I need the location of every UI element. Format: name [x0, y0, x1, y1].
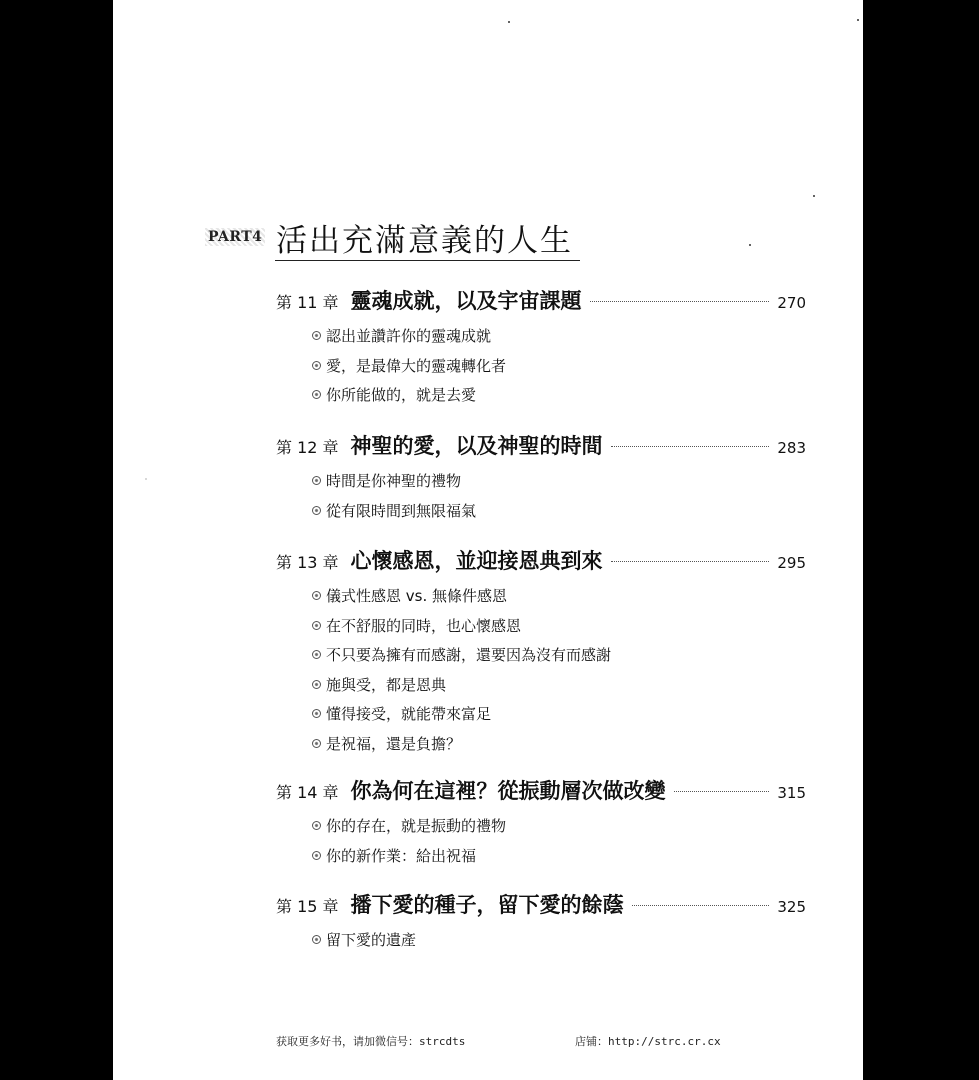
bullet-icon: [312, 935, 321, 944]
scan-speck: [145, 478, 147, 480]
bullet-icon: [312, 361, 321, 370]
chapter-title: 心懷感恩，並迎接恩典到來: [350, 548, 603, 573]
section-item: [312, 699, 806, 729]
section-item: [312, 640, 806, 670]
part-title: 活出充滿意義的人生: [276, 223, 573, 259]
bullet-icon: [312, 476, 321, 485]
chapter-title: 播下愛的種子，留下愛的餘蔭: [350, 892, 624, 917]
chapter-page-number: 325: [777, 898, 806, 916]
part-title-underline: [275, 260, 580, 261]
chapter-number: 第 12 章: [276, 438, 339, 457]
dot-leader: [632, 905, 770, 906]
section-list: [312, 466, 806, 525]
section-item-label: 時間是你神聖的禮物: [326, 472, 462, 491]
bullet-icon: [312, 851, 321, 860]
chapter-number: 第 11 章: [276, 293, 339, 312]
chapter-page-number: 295: [777, 554, 806, 572]
book-page: [113, 0, 863, 1080]
section-list: [312, 581, 806, 758]
chapter-entry: [276, 775, 806, 870]
dot-leader: [674, 791, 770, 792]
scan-speck: [749, 244, 751, 246]
section-item-label: 你所能做的，就是去愛: [326, 386, 477, 405]
chapter-number: 第 15 章: [276, 897, 339, 916]
section-item: [312, 351, 806, 381]
scan-speck: [813, 195, 815, 197]
chapter-heading: [276, 285, 806, 315]
chapter-heading: [276, 545, 806, 575]
chapter-entry: [276, 430, 806, 525]
section-item: [312, 466, 806, 496]
bullet-icon: [312, 650, 321, 659]
chapter-number: 第 14 章: [276, 783, 339, 802]
chapter-number: 第 13 章: [276, 553, 339, 572]
chapter-entry: [276, 285, 806, 410]
section-item-label: 儀式性感恩 vs. 無條件感恩: [326, 587, 507, 606]
chapter-entry: [276, 889, 806, 955]
section-item: [312, 496, 806, 526]
bullet-icon: [312, 821, 321, 830]
chapter-title: 神聖的愛，以及神聖的時間: [350, 433, 603, 458]
section-item: [312, 611, 806, 641]
bullet-icon: [312, 739, 321, 748]
section-item: [312, 811, 806, 841]
dot-leader: [611, 561, 770, 562]
section-item-label: 懂得接受，就能帶來富足: [326, 705, 492, 724]
part-badge: PART4: [205, 228, 265, 246]
chapter-title: 靈魂成就，以及宇宙課題: [350, 288, 582, 313]
section-item-label: 施與受，都是恩典: [326, 675, 447, 694]
bullet-icon: [312, 591, 321, 600]
section-item-label: 是祝福，還是負擔？: [326, 734, 462, 753]
chapter-heading: [276, 775, 806, 805]
bullet-icon: [312, 680, 321, 689]
footer-shop-url: 店铺：http://strc.cr.cx: [575, 1035, 721, 1048]
bullet-icon: [312, 709, 321, 718]
bullet-icon: [312, 506, 321, 515]
section-item-label: 在不舒服的同時，也心懷感恩: [326, 616, 522, 635]
scan-speck: [857, 19, 859, 21]
section-item-label: 認出並讚許你的靈魂成就: [326, 327, 492, 346]
footer-wechat-note: 获取更多好书，请加微信号：strcdts: [276, 1035, 466, 1048]
chapter-title: 你為何在這裡？從振動層次做改變: [350, 778, 666, 803]
section-item-label: 你的存在，就是振動的禮物: [326, 817, 507, 836]
section-item: [312, 581, 806, 611]
section-item: [312, 729, 806, 759]
chapter-page-number: 283: [777, 439, 806, 457]
section-item: [312, 670, 806, 700]
chapter-page-number: 270: [777, 294, 806, 312]
section-item-label: 留下愛的遺產: [326, 931, 417, 950]
chapter-entry: [276, 545, 806, 758]
section-item: [312, 925, 806, 955]
section-item-label: 你的新作業：給出祝福: [326, 846, 477, 865]
section-item: [312, 321, 806, 351]
section-item-label: 從有限時間到無限福氣: [326, 501, 477, 520]
section-list: [312, 321, 806, 410]
section-item-label: 不只要為擁有而感謝，還要因為沒有而感謝: [326, 646, 612, 665]
chapter-page-number: 315: [777, 784, 806, 802]
section-item: [312, 380, 806, 410]
bullet-icon: [312, 331, 321, 340]
dot-leader: [590, 301, 770, 302]
section-list: [312, 925, 806, 955]
section-item-label: 愛，是最偉大的靈魂轉化者: [326, 356, 507, 375]
section-item: [312, 841, 806, 871]
bullet-icon: [312, 390, 321, 399]
scan-speck: [508, 21, 510, 23]
bullet-icon: [312, 621, 321, 630]
section-list: [312, 811, 806, 870]
dot-leader: [611, 446, 770, 447]
chapter-heading: [276, 889, 806, 919]
chapter-heading: [276, 430, 806, 460]
